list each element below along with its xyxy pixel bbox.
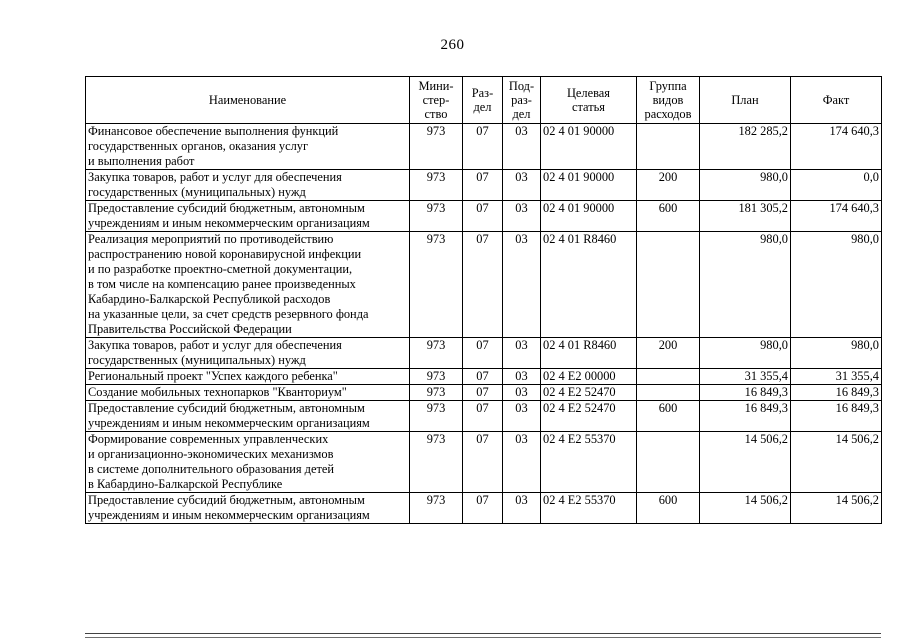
table-row [86, 201, 882, 232]
header-section: Раз- дел [463, 77, 503, 124]
cell-target: 02 4 01 90000 [541, 170, 637, 201]
header-subsection: Под- раз- дел [503, 77, 541, 124]
table-header-row [86, 77, 882, 124]
cell-ministry: 973 [410, 385, 463, 401]
cell-target: 02 4 E2 52470 [541, 401, 637, 432]
cell-target: 02 4 E2 55370 [541, 493, 637, 524]
cell-plan: 31 355,4 [700, 369, 791, 385]
cell-name: Предоставление субсидий бюджетным, автономным учреждениям и иным некоммерческим организациям [86, 201, 410, 232]
cell-ministry: 973 [410, 201, 463, 232]
cell-plan: 980,0 [700, 170, 791, 201]
cell-ministry: 973 [410, 369, 463, 385]
cell-fact: 14 506,2 [791, 493, 882, 524]
cell-section: 07 [463, 232, 503, 338]
cell-target: 02 4 E2 55370 [541, 432, 637, 493]
table-row [86, 401, 882, 432]
cell-name: Создание мобильных технопарков "Кванториум" [86, 385, 410, 401]
header-plan: План [700, 77, 791, 124]
cell-expense-group [637, 232, 700, 338]
cell-subsection: 03 [503, 170, 541, 201]
cell-plan: 16 849,3 [700, 401, 791, 432]
cell-section: 07 [463, 432, 503, 493]
table-row [86, 338, 882, 369]
cell-plan: 980,0 [700, 232, 791, 338]
table-row [86, 170, 882, 201]
cell-expense-group [637, 432, 700, 493]
cell-fact: 16 849,3 [791, 385, 882, 401]
cell-section: 07 [463, 170, 503, 201]
cell-name: Закупка товаров, работ и услуг для обеспечения государственных (муниципальных) нужд [86, 338, 410, 369]
cell-subsection: 03 [503, 432, 541, 493]
cell-ministry: 973 [410, 338, 463, 369]
cell-subsection: 03 [503, 338, 541, 369]
cell-ministry: 973 [410, 493, 463, 524]
page-number: 260 [440, 37, 465, 53]
cell-ministry: 973 [410, 432, 463, 493]
footer-rule [85, 633, 881, 638]
cell-target: 02 4 01 90000 [541, 201, 637, 232]
cell-expense-group: 600 [637, 493, 700, 524]
header-ministry: Мини- стер- ство [410, 77, 463, 124]
table-row [86, 124, 882, 170]
cell-expense-group [637, 385, 700, 401]
cell-ministry: 973 [410, 124, 463, 170]
header-target: Целевая статья [541, 77, 637, 124]
header-name: Наименование [86, 77, 410, 124]
cell-subsection: 03 [503, 401, 541, 432]
header-expense-group: Группа видов расходов [637, 77, 700, 124]
cell-expense-group [637, 369, 700, 385]
cell-name: Реализация мероприятий по противодействию распространению новой коронавирусной инфекции и по разработке проектно-сметной документации, в том числе на компенсацию ранее произведенных Кабардино-Балкарской Республикой расходов на указанные цели, за счет средств резервного фонда Правительства Российской Федерации [86, 232, 410, 338]
cell-fact: 174 640,3 [791, 201, 882, 232]
budget-table [85, 76, 882, 524]
cell-name: Формирование современных управленческих и организационно-экономических механизмов в системе дополнительного образования детей в Кабардино-Балкарской Республике [86, 432, 410, 493]
cell-plan: 14 506,2 [700, 493, 791, 524]
cell-target: 02 4 01 R8460 [541, 338, 637, 369]
cell-target: 02 4 01 90000 [541, 124, 637, 170]
table-row [86, 385, 882, 401]
cell-ministry: 973 [410, 232, 463, 338]
cell-target: 02 4 E2 52470 [541, 385, 637, 401]
cell-fact: 980,0 [791, 338, 882, 369]
cell-section: 07 [463, 401, 503, 432]
cell-name: Предоставление субсидий бюджетным, автономным учреждениям и иным некоммерческим организациям [86, 401, 410, 432]
cell-section: 07 [463, 201, 503, 232]
cell-target: 02 4 E2 00000 [541, 369, 637, 385]
cell-name: Финансовое обеспечение выполнения функций государственных органов, оказания услуг и выполнения работ [86, 124, 410, 170]
cell-expense-group: 600 [637, 201, 700, 232]
cell-ministry: 973 [410, 401, 463, 432]
cell-fact: 174 640,3 [791, 124, 882, 170]
table-row [86, 432, 882, 493]
cell-plan: 14 506,2 [700, 432, 791, 493]
cell-subsection: 03 [503, 232, 541, 338]
cell-expense-group: 200 [637, 338, 700, 369]
cell-name: Предоставление субсидий бюджетным, автономным учреждениям и иным некоммерческим организациям [86, 493, 410, 524]
cell-subsection: 03 [503, 124, 541, 170]
cell-plan: 16 849,3 [700, 385, 791, 401]
cell-subsection: 03 [503, 369, 541, 385]
cell-target: 02 4 01 R8460 [541, 232, 637, 338]
cell-fact: 14 506,2 [791, 432, 882, 493]
cell-section: 07 [463, 338, 503, 369]
cell-subsection: 03 [503, 201, 541, 232]
cell-name: Закупка товаров, работ и услуг для обеспечения государственных (муниципальных) нужд [86, 170, 410, 201]
cell-fact: 16 849,3 [791, 401, 882, 432]
table-row [86, 493, 882, 524]
cell-subsection: 03 [503, 385, 541, 401]
cell-section: 07 [463, 124, 503, 170]
cell-fact: 0,0 [791, 170, 882, 201]
cell-subsection: 03 [503, 493, 541, 524]
header-fact: Факт [791, 77, 882, 124]
cell-fact: 31 355,4 [791, 369, 882, 385]
table-row [86, 232, 882, 338]
cell-section: 07 [463, 493, 503, 524]
cell-ministry: 973 [410, 170, 463, 201]
cell-plan: 182 285,2 [700, 124, 791, 170]
cell-expense-group: 200 [637, 170, 700, 201]
cell-expense-group: 600 [637, 401, 700, 432]
table-row [86, 369, 882, 385]
cell-expense-group [637, 124, 700, 170]
cell-name: Региональный проект "Успех каждого ребенка" [86, 369, 410, 385]
cell-section: 07 [463, 385, 503, 401]
cell-fact: 980,0 [791, 232, 882, 338]
cell-section: 07 [463, 369, 503, 385]
cell-plan: 980,0 [700, 338, 791, 369]
cell-plan: 181 305,2 [700, 201, 791, 232]
